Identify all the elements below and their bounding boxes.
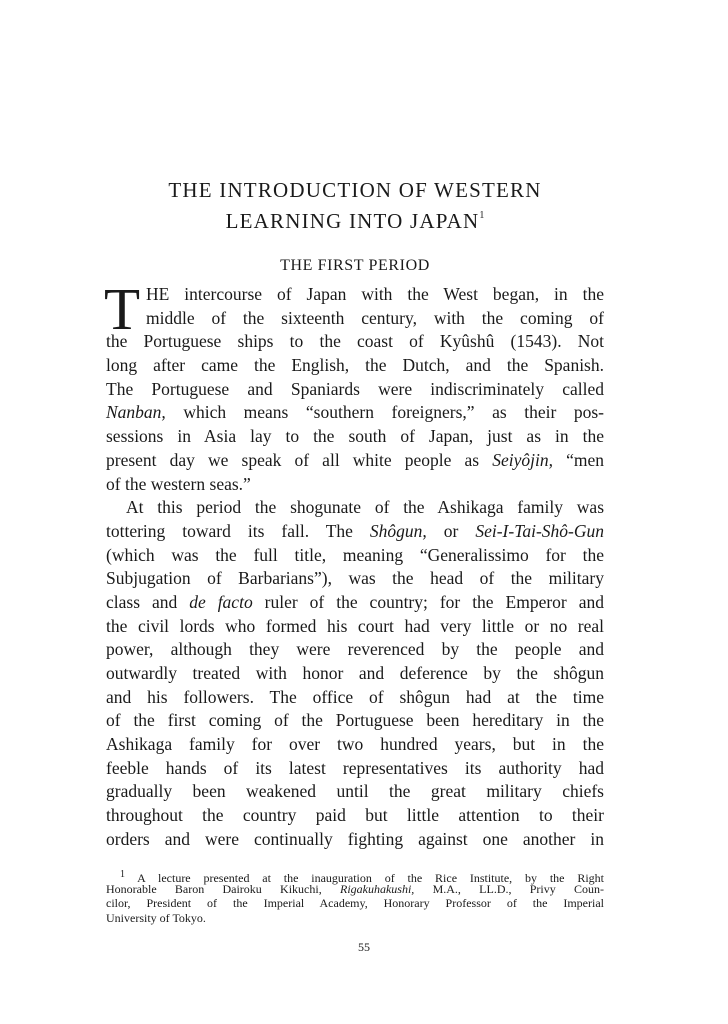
chapter-title-line-2: LEARNING INTO JAPAN$^1$: [225, 209, 485, 233]
text-line: Subjugation of Barbarians”), was the head of the military: [106, 568, 604, 589]
text-line: of the first coming of the Portuguese been hereditary in the: [106, 710, 604, 731]
text-line: of the western seas.”: [106, 473, 251, 494]
italic-term: Rigakuhakushi,: [339, 882, 415, 897]
footnote-line: Honorable Baron Dairoku Kikuchi, Rigakuhakushi, M.A., LL.D., Privy Coun-: [106, 882, 604, 897]
footnote-line: $^1$ A lecture presented at the inauguration of the Rice Institute, by the Right: [120, 869, 604, 885]
text-line: the civil lords who formed his court had very little or no real: [106, 615, 604, 636]
footnote-marker: 1: [120, 869, 125, 880]
text-line: tottering toward its fall. The Shôgun, or Sei-I-Tai-Shô-Gun: [106, 520, 604, 541]
text-line: sessions in Asia lay to the south of Japan, just as in the: [106, 426, 604, 447]
text-line: and his followers. The office of shôgun had at the time: [106, 686, 604, 707]
title-footnote-marker: 1: [479, 210, 485, 221]
text-line: middle of the sixteenth century, with the coming of: [146, 307, 604, 328]
italic-term: Shôgun,: [369, 520, 427, 541]
text-line: Nanban, which means “southern foreigners,” as their pos-: [106, 402, 604, 423]
text-line: power, although they were reverenced by the people and: [106, 639, 604, 660]
text-line: gradually been weakened until the great military chiefs: [106, 781, 604, 802]
footnote-line: University of Tokyo.: [106, 910, 206, 925]
italic-term: Sei-I-Tai-Shô-Gun: [475, 520, 604, 541]
text-line: Ashikaga family for over two hundred years, but in the: [106, 734, 604, 755]
text-line: orders and were continually fighting against one another in: [106, 828, 604, 849]
text-line: throughout the country paid but little attention to their: [106, 805, 604, 826]
italic-term: Nanban,: [106, 402, 166, 423]
text-line: (which was the full title, meaning “Generalissimo for the: [106, 544, 604, 565]
section-heading: THE FIRST PERIOD: [280, 257, 430, 274]
footnote: [106, 868, 604, 925]
body-text: [104, 276, 604, 852]
chapter-title-line-1: THE INTRODUCTION OF WESTERN: [168, 178, 542, 202]
text-line: The Portuguese and Spaniards were indiscriminately called: [106, 378, 604, 399]
drop-cap: T: [104, 276, 141, 342]
italic-term: Seiyôjin,: [492, 449, 553, 470]
text-line: present day we speak of all white people as Seiyôjin, “men: [106, 449, 604, 470]
italic-term: de facto: [189, 591, 253, 612]
text-line: feeble hands of its latest representatives its authority had: [106, 757, 604, 778]
page-number: 55: [358, 940, 370, 954]
text-line: the Portuguese ships to the coast of Kyûshû (1543). Not: [106, 331, 604, 352]
text-line: At this period the shogunate of the Ashikaga family was: [126, 497, 604, 518]
text-line: class and de facto ruler of the country; for the Emperor and: [106, 591, 604, 612]
text-line: HE intercourse of Japan with the West began, in the: [146, 284, 604, 304]
text-line: outwardly treated with honor and deference by the shôgun: [106, 663, 604, 683]
text-line: long after came the English, the Dutch, and the Spanish.: [106, 355, 604, 376]
footnote-line: cilor, President of the Imperial Academy, Honorary Professor of the Imperial: [106, 896, 604, 911]
